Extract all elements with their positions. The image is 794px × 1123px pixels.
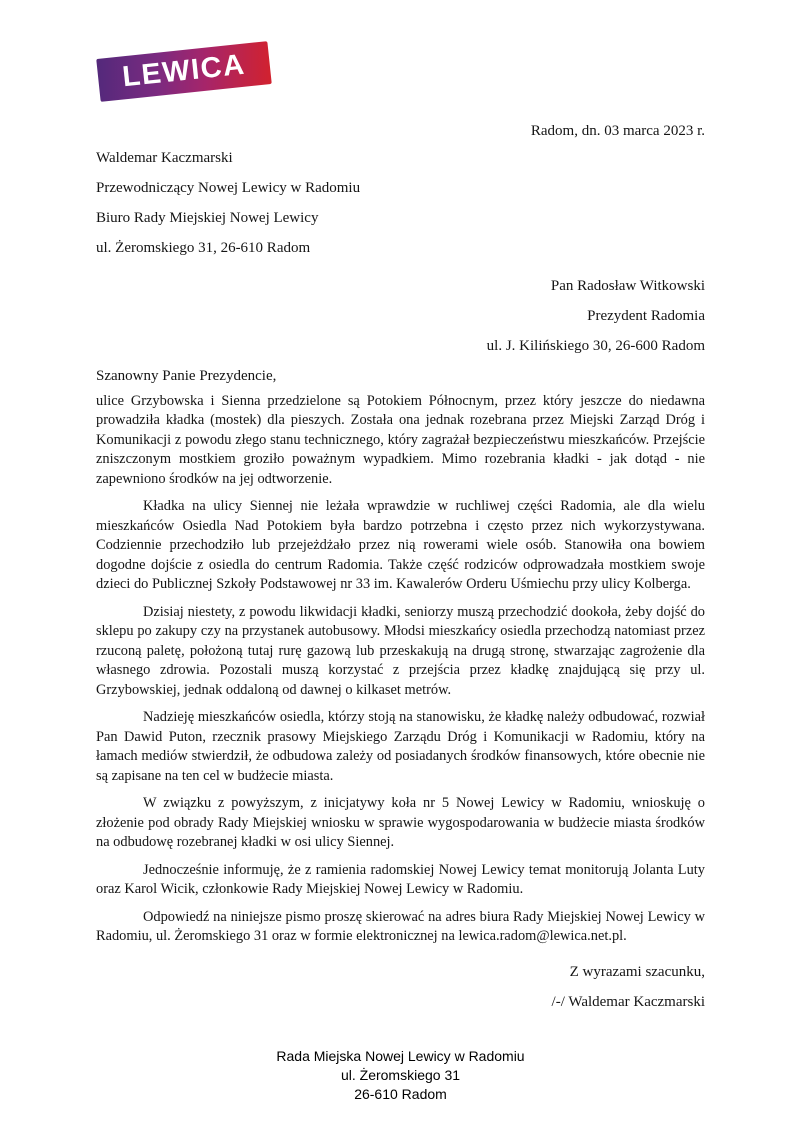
recipient-name: Pan Radosław Witkowski xyxy=(550,278,705,294)
body-paragraph: ulice Grzybowska i Sienna przedzielone są Potokiem Północnym, przez który jeszcze do niedawna prowadziła kładka (mostek) dla pieszych. Została ona jednak rozebrana przez Miejski Zarząd Dróg i Komunikacji z powodu złego stanu technicznego, który zagrażał bezpieczeństwu mieszkańców. Przejście zniszczonym mostkiem groziło poważnym wypadkiem. Mimo rozebrania kładki - jak dotąd - nie zapewniono środków na jej odtworzenie. xyxy=(96,392,705,487)
body-paragraph: Jednocześnie informuję, że z ramienia radomskiej Nowej Lewicy temat monitorują Jolanta Luty oraz Karol Wicik, członkowie Rady Miejskiej Nowej Lewicy w Radomiu. xyxy=(96,861,705,897)
letter-header xyxy=(96,46,705,114)
recipient-block xyxy=(96,271,705,361)
lewica-logo-text: LEWICA xyxy=(120,48,247,94)
sender-block xyxy=(96,143,705,263)
closing-block xyxy=(96,957,705,1017)
letter-body xyxy=(96,392,705,947)
salutation: Szanowny Panie Prezydencie, xyxy=(96,368,277,384)
body-paragraph: Kładka na ulicy Siennej nie leżała wprawdzie w ruchliwej części Radomia, ale dla wielu mieszkańców Osiedla Nad Potokiem była bardzo potrzebna i często przez nich wykorzystywana. Codziennie przechodziło lub przejeżdżało przez nią rowerami wiele osób. Stanowiła ona bowiem dogodne dojście z osiedla do centrum Radomia. Także część rodziców odprowadzała mostkiem swoje dzieci do Publicznej Szkoły Podstawowej nr 33 im. Kawalerów Orderu Uśmiechu przy ulicy Kolberga. xyxy=(96,498,705,592)
footer-street: ul. Żeromskiego 31 xyxy=(340,1066,461,1083)
sender-address: ul. Żeromskiego 31, 26-610 Radom xyxy=(96,240,311,256)
recipient-address: ul. J. Kilińskiego 30, 26-600 Radom xyxy=(486,338,705,354)
sender-name: Waldemar Kaczmarski xyxy=(96,150,233,166)
letter-footer xyxy=(96,1047,705,1104)
lewica-logo xyxy=(96,41,272,102)
sender-office: Biuro Rady Miejskiej Nowej Lewicy xyxy=(96,210,319,226)
date-line: Radom, dn. 03 marca 2023 r. xyxy=(530,123,705,139)
valediction: Z wyrazami szacunku, xyxy=(569,963,705,980)
body-paragraph: Odpowiedź na niniejsze pismo proszę skierować na adres biura Rady Miejskiej Nowej Lewicy w Radomiu, ul. Żeromskiego 31 oraz w formie elektronicznej na lewica.radom@lewica.net.pl. xyxy=(96,908,705,944)
body-paragraph: Nadzieję mieszkańców osiedla, którzy stoją na stanowisku, że kładkę należy odbudować, rozwiał Pan Dawid Puton, rzecznik prasowy Miejskiego Zarządu Dróg i Komunikacji w Radomiu, który na łamach mediów stwierdził, że odbudowa zależy od posiadanych środków finansowych, które obecnie nie są zapisane na ten cel w budżecie miasta. xyxy=(96,709,705,784)
signature: /-/ Waldemar Kaczmarski xyxy=(551,993,705,1010)
body-paragraph: W związku z powyższym, z inicjatywy koła nr 5 Nowej Lewicy w Radomiu, wnioskuję o złożenie pod obrady Rady Miejskiej wniosku w sprawie wygospodarowania w budżecie miasta środków na odbudowę rozebranej kładki w osi ulicy Siennej. xyxy=(96,795,705,850)
footer-org-name: Rada Miejska Nowej Lewicy w Radomiu xyxy=(276,1047,525,1064)
sender-title: Przewodniczący Nowej Lewicy w Radomiu xyxy=(96,180,361,196)
body-paragraph: Dzisiaj niestety, z powodu likwidacji kładki, seniorzy muszą przechodzić dookoła, żeby dojść do sklepu po zakupy czy na przystanek autobusowy. Młodsi mieszkańcy osiedla przechodzą natomiast przez rzuconą paletę, położoną tutaj rurę gazową lub przeskakują na drugą stronę, stwarzając zagrożenie dla własnego zdrowia. Pozostali muszą korzystać z przejścia przez kładkę znajdującą się przy ul. Grzybowskiej, jednak oddaloną od dawnej o kilkaset metrów. xyxy=(96,603,705,698)
recipient-title: Prezydent Radomia xyxy=(587,308,705,324)
footer-city: 26-610 Radom xyxy=(354,1085,447,1102)
